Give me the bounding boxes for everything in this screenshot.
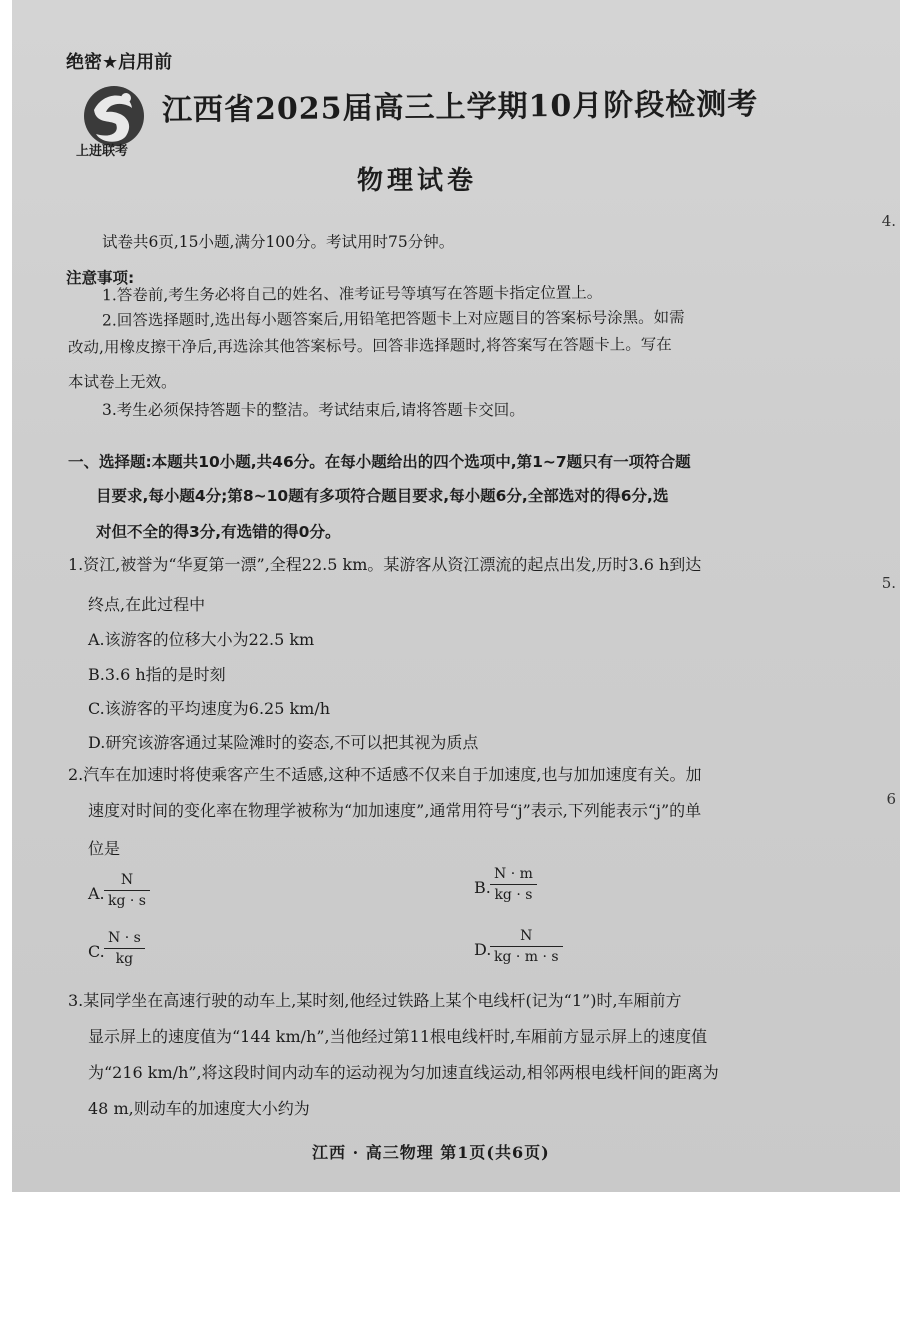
q2-option-d-fraction (490, 928, 563, 965)
q1-option-c: C.该游客的平均速度为6.25 km/h (88, 699, 331, 718)
exam-title: 江西省2025届高三上学期10月阶段检测考 (161, 86, 759, 129)
q3-stem-line: 显示屏上的速度值为“144 km/h”,当他经过第11根电线杆时,车厢前方显示屏上的速度值 (88, 1027, 708, 1046)
adjacent-page-mark: 4. (881, 212, 896, 230)
note-line: 改动,用橡皮擦干净后,再选涂其他答案标号。回答非选择题时,将答案写在答题卡上。写在 (67, 335, 672, 357)
page-footer: 江西 · 高三物理 第1页(共6页) (312, 1143, 550, 1162)
notes-heading: 注意事项: (66, 269, 135, 287)
q2-option-b-fraction (490, 866, 537, 903)
q2-option-a-fraction (104, 872, 150, 909)
fraction-numerator: N (104, 872, 150, 891)
section-heading-line: 对但不全的得3分,有选错的得0分。 (96, 523, 341, 541)
adjacent-page-mark: 6 (886, 790, 896, 808)
fraction-denominator: kg (115, 951, 134, 967)
q2-stem-line: 速度对时间的变化率在物理学被称为“加加速度”,通常用符号“j”表示,下列能表示“j”的单 (88, 801, 702, 820)
secret-mark: 绝密★启用前 (66, 52, 173, 73)
exam-subtitle: 物理试卷 (357, 166, 478, 196)
q1-option-b: B.3.6 h指的是时刻 (88, 665, 226, 684)
logo-text: 上进联考 (76, 144, 129, 159)
q2-option-a-label: A. (88, 884, 105, 903)
exam-page-photo (12, 0, 900, 1192)
exam-intro: 试卷共6页,15小题,满分100分。考试用时75分钟。 (102, 233, 455, 251)
fraction-denominator: kg · s (108, 893, 146, 909)
q3-stem-line: 3.某同学坐在高速行驶的动车上,某时刻,他经过铁路上某个电线杆(记为“1”)时,车厢前方 (68, 991, 682, 1010)
q2-option-c-fraction (104, 930, 145, 967)
note-line: 1.答卷前,考生务必将自己的姓名、准考证号等填写在答题卡指定位置上。 (101, 283, 603, 305)
q1-option-d: D.研究该游客通过某险滩时的姿态,不可以把其视为质点 (88, 733, 479, 752)
section-heading-line: 一、选择题:本题共10小题,共46分。在每小题给出的四个选项中,第1~7题只有一项符合题 (68, 453, 691, 471)
q2-option-c-label: C. (88, 942, 105, 961)
note-line: 本试卷上无效。 (68, 373, 177, 391)
fraction-numerator: N (490, 928, 563, 947)
fraction-numerator: N · m (490, 866, 537, 885)
note-line: 2.回答选择题时,选出每小题答案后,用铅笔把答题卡上对应题目的答案标号涂黑。如需 (101, 308, 685, 330)
section-heading-line: 目要求,每小题4分;第8~10题有多项符合题目要求,每小题6分,全部选对的得6分,选 (96, 487, 669, 505)
q3-stem-line: 48 m,则动车的加速度大小约为 (88, 1099, 310, 1118)
adjacent-page-mark: 5. (881, 574, 896, 592)
q1-option-a: A.该游客的位移大小为22.5 km (88, 630, 315, 649)
q2-stem-line: 2.汽车在加速时将使乘客产生不适感,这种不适感不仅来自于加速度,也与加加速度有关。加 (68, 765, 702, 784)
fraction-numerator: N · s (104, 930, 145, 949)
q2-stem-line: 位是 (88, 839, 121, 858)
q1-stem-line: 终点,在此过程中 (88, 595, 206, 614)
q3-stem-line: 为“216 km/h”,将这段时间内动车的运动视为匀加速直线运动,相邻两根电线杆间的距离为 (88, 1063, 719, 1082)
fraction-denominator: kg · s (494, 887, 533, 903)
note-line: 3.考生必须保持答题卡的整洁。考试结束后,请将答题卡交回。 (102, 401, 525, 419)
q2-option-d-label: D. (474, 940, 492, 959)
fraction-denominator: kg · m · s (494, 949, 559, 965)
q2-option-b-label: B. (474, 878, 491, 897)
q1-stem-line: 1.资江,被誉为“华夏第一漂”,全程22.5 km。某游客从资江漂流的起点出发,历时3.6 h到达 (68, 555, 702, 574)
